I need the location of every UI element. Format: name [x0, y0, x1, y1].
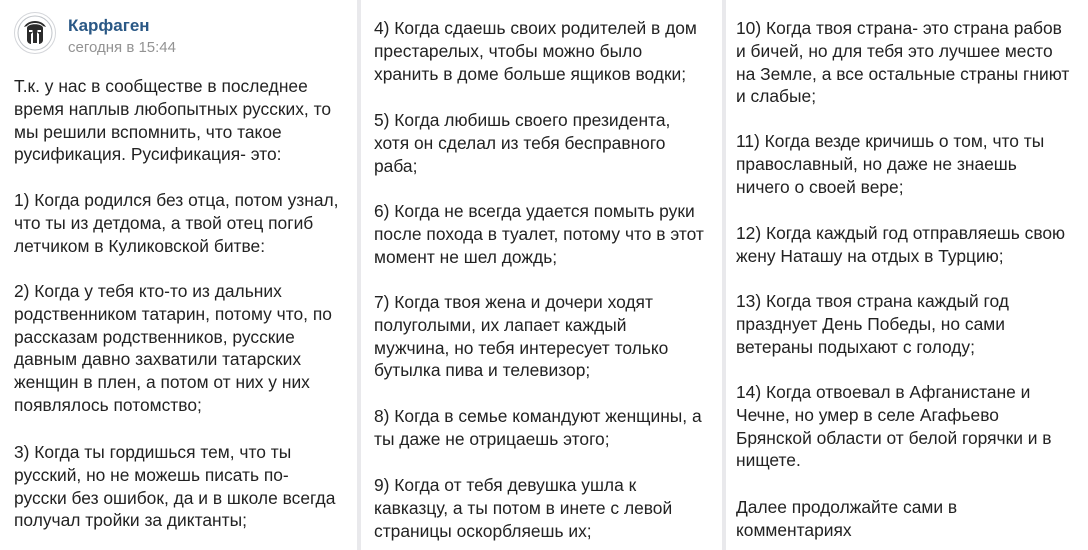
- post-item-4: 4) Когда сдаешь своих родителей в дом престарелых, чтобы можно было хранить в доме больше ящиков водки;: [374, 18, 697, 84]
- post-item-7: 7) Когда твоя жена и дочери ходят полуголыми, их лапает каждый мужчина, но тебя интересует только бутылка пива и телевизор;: [374, 292, 669, 381]
- post-item-1: 1) Когда родился без отца, потом узнал, что ты из детдома, а твой отец погиб летчиком в Куликовской битве:: [14, 190, 339, 256]
- post-column-2: [362, 0, 722, 550]
- post-item-12: 12) Когда каждый год отправляешь свою жену Наташу на отдых в Турцию;: [736, 223, 1066, 266]
- post-item-3: 3) Когда ты гордишься тем, что ты русский, но не можешь писать по- русски без ошибок, да и в школе всегда получал тройки за диктанты;: [14, 442, 336, 531]
- post-date[interactable]: сегодня в 15:44: [68, 39, 176, 56]
- author-name[interactable]: Карфаген: [68, 16, 150, 35]
- post-item-14: 14) Когда отвоевал в Афганистане и Чечне, но умер в селе Агафьево Брянской области от белой горячки и в нищете.: [736, 382, 1052, 471]
- post-column-1: [0, 0, 356, 550]
- post-item-11: 11) Когда везде кричишь о том, что ты православный, но даже не знаешь ничего о своей вере;: [736, 131, 1045, 197]
- post-item-8: 8) Когда в семье командуют женщины, а ты даже не отрицаешь этого;: [374, 406, 702, 449]
- post-item-5: 5) Когда любишь своего президента, хотя он сделал из тебя бесправного раба;: [374, 110, 671, 176]
- spartan-helmet-icon: [15, 13, 55, 53]
- post-item-9: 9) Когда от тебя девушка ушла к кавказцу, а ты потом в инете с левой страницы оскорбляешь их;: [374, 475, 673, 541]
- avatar[interactable]: [14, 12, 56, 54]
- post-item-2: 2) Когда у тебя кто-то из дальних родственником татарин, потому что, по рассказам родственников, русские давным давно захватили татарских женщин в плен, а потом от них у них появлялось потомство;: [14, 281, 332, 415]
- post-item-6: 6) Когда не всегда удается помыть руки после похода в туалет, потому что в этот момент не шел дождь;: [374, 201, 704, 267]
- post-item-13: 13) Когда твоя страна каждый год празднует День Победы, но сами ветераны подыхают с голоду;: [736, 291, 1009, 357]
- column-divider: [357, 0, 361, 550]
- post-outro: Далее продолжайте сами в комментариях: [736, 497, 958, 540]
- post-item-10: 10) Когда твоя страна- это страна рабов и бичей, но для тебя это лучшее место на Земле, а все остальные страны гниют и слабые;: [736, 18, 1070, 107]
- post-column-3: [726, 0, 1088, 550]
- post-intro: Т.к. у нас в сообществе в последнее время наплыв любопытных русских, то мы решили вспомнить, что такое русификация. Русификация- это:: [14, 76, 332, 165]
